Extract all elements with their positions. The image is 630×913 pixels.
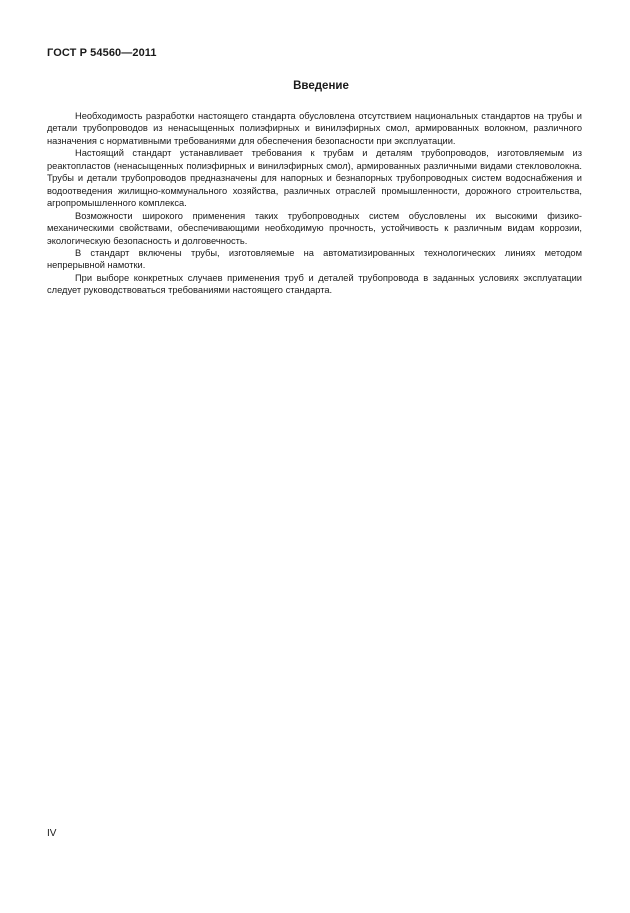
- paragraph-4: В стандарт включены трубы, изготовляемые на автоматизированных технологических линиях методом непрерывной намотки.: [47, 247, 582, 271]
- paragraph-2: Настоящий стандарт устанавливает требования к трубам и деталям трубопроводов, изготовляемым из реактопластов (ненасыщенных полиэфирных и винилэфирных смол), армированных различными видами стекловолокна. Трубы и детали трубопроводов предназначены для напорных и безнапорных трубопроводных систем водоснабжения и водоотведения жилищно-коммунального хозяйства, различных отраслей промышленности, дорожного строительства, агропромышленного комплекса.: [47, 148, 582, 209]
- paragraph-1: Необходимость разработки настоящего стандарта обусловлена отсутствием национальных стандартов на трубы и детали трубопроводов из ненасыщенных полиэфирных и винилэфирных смол, армированных волокном, различного назначения с нормативными требованиями для обеспечения безопасности при эксплуатации.: [47, 111, 582, 146]
- introduction-body: [47, 110, 582, 297]
- paragraph-3: Возможности широкого применения таких трубопроводных систем обусловлены их высокими физико-механическими свойствами, обеспечивающими необходимую прочность, устойчивость к различным видам коррозии, экологическую безопасность и долговечность.: [47, 210, 582, 246]
- page-number: IV: [47, 828, 57, 839]
- document-code: ГОСТ Р 54560—2011: [47, 47, 157, 59]
- section-title: Введение: [293, 80, 349, 92]
- paragraph-5: При выборе конкретных случаев применения труб и деталей трубопровода в заданных условиях эксплуатации следует руководствоваться требованиями настоящего стандарта.: [47, 272, 582, 296]
